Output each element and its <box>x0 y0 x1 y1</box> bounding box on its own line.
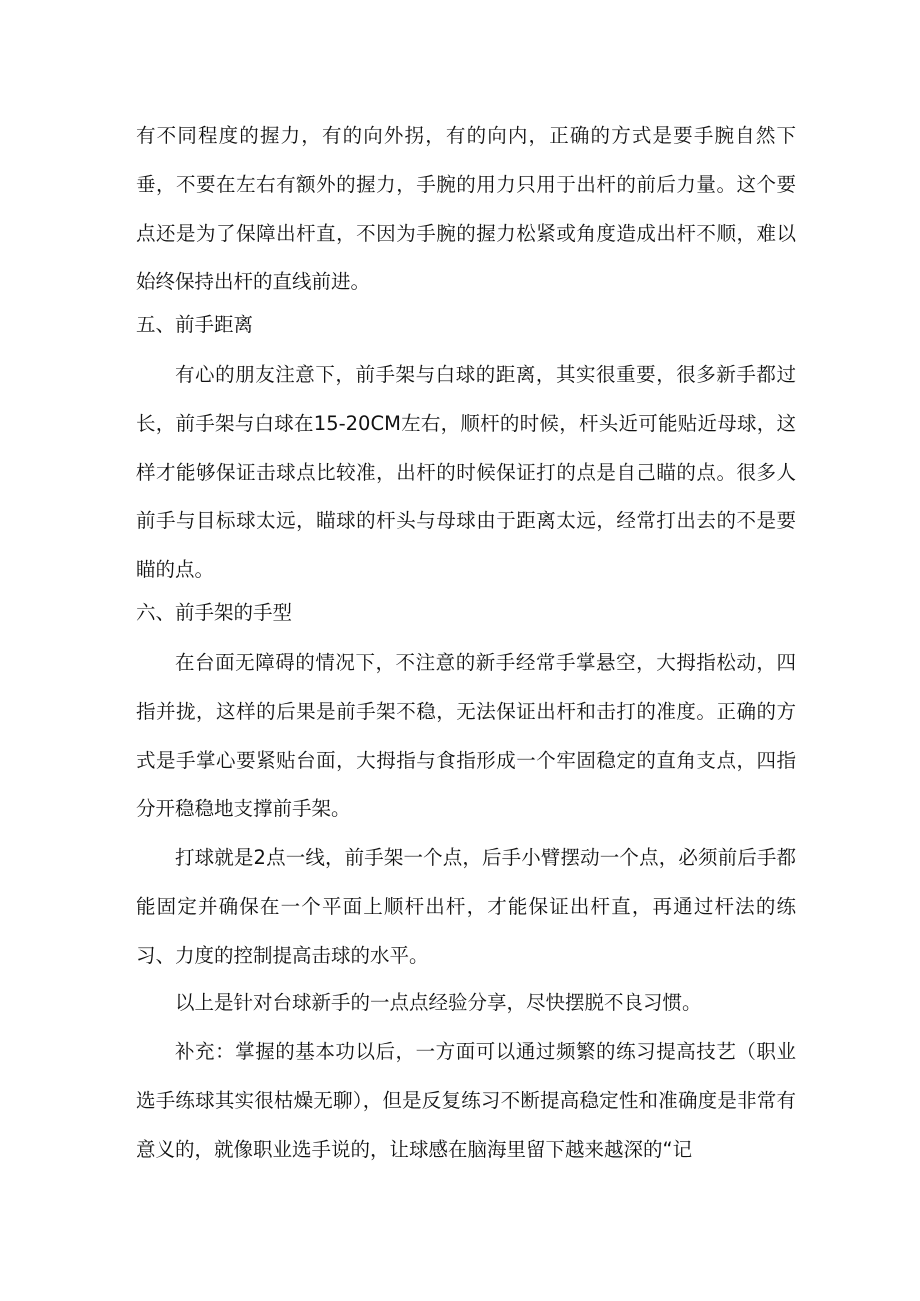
paragraph-front-hand-distance: 有心的朋友注意下，前手架与白球的距离，其实很重要，很多新手都过长，前手架与白球在15-20CM左右，顺杆的时候，杆头近可能贴近母球，这样才能够保证击球点比较准，出杆的时候保证打的点是自己瞄的点。很多人前手与目标球太远，瞄球的杆头与母球由于距离太远，经常打出去的不是要瞄的点。 <box>136 363 796 582</box>
paragraph-bridge-hand-shape: 在台面无障碍的情况下，不注意的新手经常手掌悬空，大拇指松动，四指并拢，这样的后果是前手架不稳，无法保证出杆和击打的准度。正确的方式是手掌心要紧贴台面，大拇指与食指形成一个牢固稳定的直角支点，四指分开稳稳地支撑前手架。 <box>136 651 796 821</box>
paragraph-supplement: 补充：掌握的基本功以后，一方面可以通过频繁的练习提高技艺（职业选手练球其实很枯燥无聊），但是反复练习不断提高稳定性和准确度是非常有意义的，就像职业选手说的，让球感在脑海里留下越来越深的“记 <box>136 1040 796 1161</box>
paragraph-summary: 以上是针对台球新手的一点点经验分享，尽快摆脱不良习惯。 <box>175 991 702 1014</box>
paragraph-wrist-grip-continuation: 有不同程度的握力，有的向外拐，有的向内，正确的方式是要手腕自然下垂，不要在左右有额外的握力，手腕的用力只用于出杆的前后力量。这个要点还是为了保障出杆直，不因为手腕的握力松紧或角度造成出杆不顺，难以始终保持出杆的直线前进。 <box>136 124 796 294</box>
section-heading-front-hand-distance: 五、前手距离 <box>136 313 254 336</box>
paragraph-two-points-one-line: 打球就是2点一线，前手架一个点，后手小臂摆动一个点，必须前后手都能固定并确保在一个平面上顺杆出杆，才能保证出杆直，再通过杆法的练习、力度的控制提高击球的水平。 <box>136 846 796 967</box>
section-heading-bridge-hand-shape: 六、前手架的手型 <box>136 601 293 624</box>
